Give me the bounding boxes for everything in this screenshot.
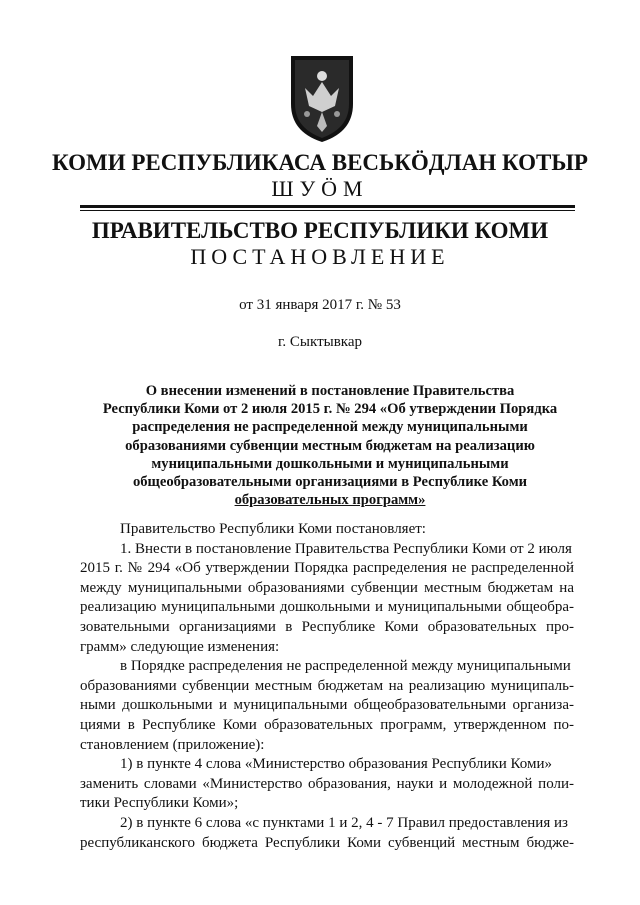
body-line: между муниципальными образованиями субвенции местным бюджетам на [80, 579, 574, 596]
komi-government-title: КОМИ РЕСПУБЛИКАСА ВЕСЬКӦДЛАН КОТЫР [52, 150, 588, 175]
document-body [80, 520, 574, 853]
document-city: г. Сыктывкар [277, 334, 363, 350]
body-line: становлением (приложение): [80, 736, 265, 753]
header-rule-thick [80, 205, 575, 208]
subject-line: Республики Коми от 2 июля 2015 г. № 294 «Об утверждении Порядка [102, 401, 558, 418]
header-rule-thin [80, 210, 575, 211]
body-line: зовательными организациями в Республике Коми образовательных про- [80, 618, 574, 635]
body-line: 2015 г. № 294 «Об утверждении Порядка распределения не распределенной [80, 560, 574, 577]
body-line: ными дошкольными и муниципальными общеобразовательными организа- [80, 697, 574, 714]
body-line: в Порядке распределения не распределенной между муниципальными [120, 658, 571, 675]
document-type: ПОСТАНОВЛЕНИЕ [190, 244, 450, 269]
subject-line: общеобразовательными организациями в Республике Коми [132, 474, 528, 491]
document-date-number: от 31 января 2017 г. № 53 [239, 297, 401, 313]
subject-line: О внесении изменений в постановление Правительства [145, 383, 515, 399]
body-line: 1. Внести в постановление Правительства Республики Коми от 2 июля [120, 540, 572, 557]
body-line: Правительство Республики Коми постановляет: [120, 521, 426, 537]
subject-line: распределения не распределенной между муниципальными [132, 419, 528, 436]
government-title: ПРАВИТЕЛЬСТВО РЕСПУБЛИКИ КОМИ [91, 218, 549, 243]
komi-coat-of-arms-emblem [287, 52, 357, 146]
body-line: 1) в пункте 4 слова «Министерство образования Республики Коми» [120, 756, 552, 773]
body-line: реализацию муниципальными дошкольными и муниципальными общеобра- [80, 599, 574, 616]
subject-line: образовательных программ» [234, 492, 426, 509]
body-line: тики Республики Коми»; [80, 795, 239, 812]
subject-line: образованиями субвенции местным бюджетам на реализацию [125, 437, 535, 454]
document-subject [80, 382, 580, 509]
body-line: образованиями субвенции местным бюджетам на реализацию муниципаль- [80, 677, 574, 694]
subject-line: муниципальными дошкольными и муниципальными [151, 455, 509, 472]
body-line: республиканского бюджета Республики Коми субвенций местным бюдже- [80, 834, 574, 851]
body-line: циями в Республике Коми образовательных программ, утвержденном по- [80, 716, 574, 733]
body-line: грамм» следующие изменения: [80, 638, 280, 655]
komi-document-type: ШУӦМ [271, 176, 369, 201]
body-line: заменить словами «Министерство образования, науки и молодежной поли- [80, 775, 574, 792]
body-line: 2) в пункте 6 слова «с пунктами 1 и 2, 4 - 7 Правил предоставления из [120, 814, 568, 831]
